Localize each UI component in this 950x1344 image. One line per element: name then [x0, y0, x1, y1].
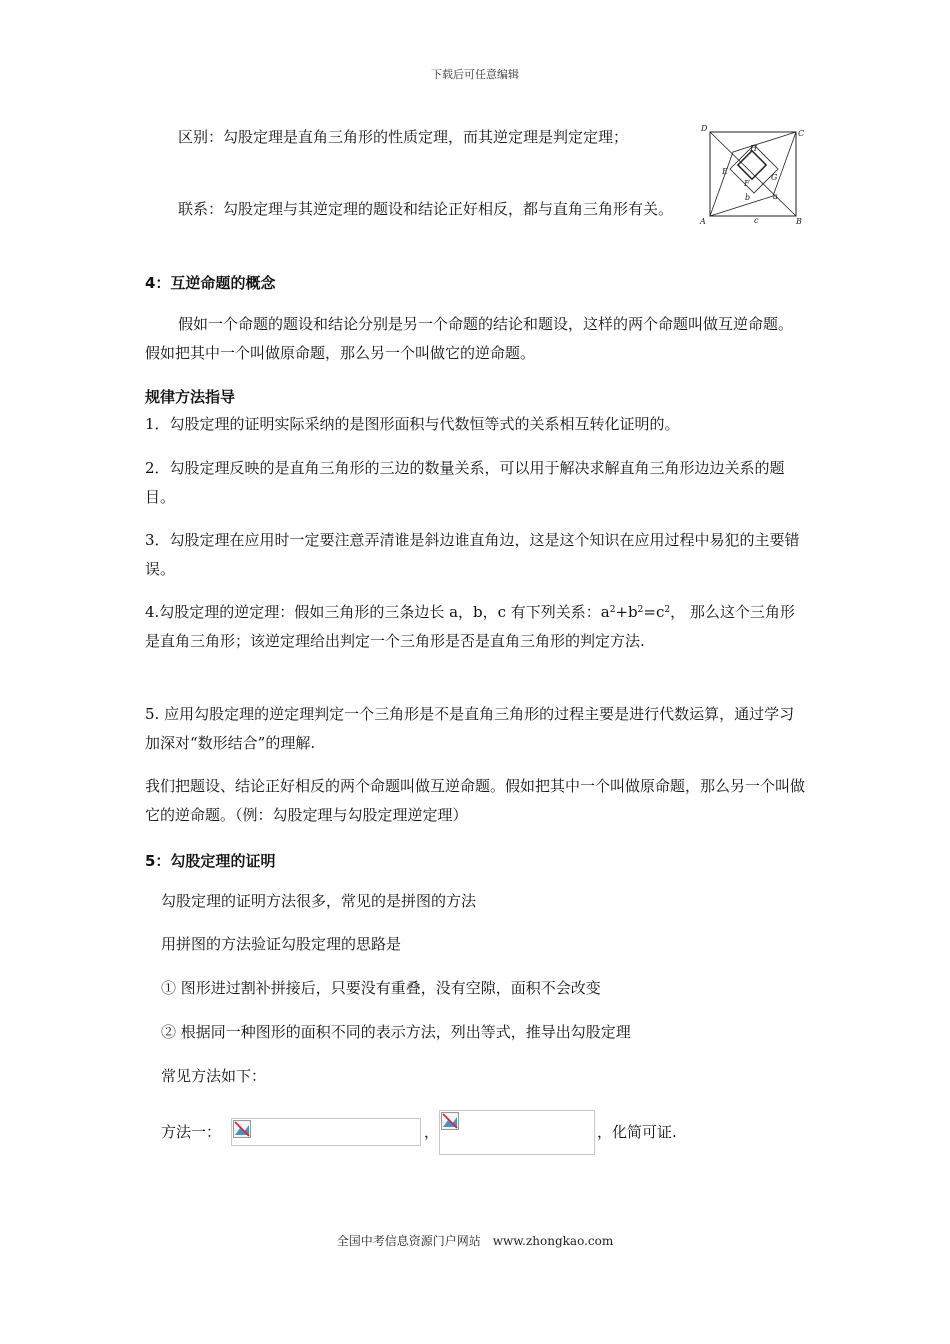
- formula-a: a: [600, 603, 610, 621]
- section5-line1: 勾股定理的证明方法很多，常见的是拼图的方法: [161, 892, 477, 910]
- rule-item-1: 1．勾股定理的证明实际采纳的是图形面积与代数恒等式的关系相互转化证明的。: [145, 415, 680, 433]
- method1-ending: ，化简可证.: [597, 1123, 677, 1141]
- label-b-side: b: [745, 193, 751, 202]
- label-h: H: [750, 144, 757, 153]
- method1-formula-image-1: [231, 1118, 421, 1146]
- section5-line3: ① 图形进过割补拼接后，只要没有重叠，没有空隙，面积不会改变: [161, 979, 601, 997]
- label-a-side: a: [773, 192, 778, 201]
- label-c-vertex: C: [798, 129, 805, 138]
- broken-image-icon: [233, 1120, 251, 1138]
- pythagoras-square-diagram: [698, 122, 808, 228]
- rule-item-4: [145, 598, 805, 656]
- section5-line5: 常见方法如下：: [161, 1067, 267, 1085]
- formula-c: =c: [643, 603, 665, 621]
- rules-extra-paragraph: 我们把题设、结论正好相反的两个命题叫做互逆命题。假如把其中一个叫做原命题，那么另一个叫做它的逆命题。（例：勾股定理与勾股定理逆定理）: [145, 777, 806, 824]
- section5-title: 5：勾股定理的证明: [145, 852, 276, 870]
- method1-formula-image-2: [439, 1110, 595, 1155]
- label-e: E: [722, 167, 728, 176]
- label-g: G: [771, 173, 778, 182]
- page-footer: 全国中考信息资源门户网站 www.zhongkao.com: [336, 1234, 614, 1248]
- rule4-prefix: 4.勾股定理的逆定理：假如三角形的三条边长 a，b，c 有下列关系：: [145, 603, 601, 621]
- formula-b: +b: [615, 603, 638, 621]
- formula-exp-c: 2: [664, 605, 671, 615]
- formula-exp-a: 2: [609, 605, 616, 615]
- label-b-vertex: B: [796, 217, 802, 226]
- page-header: 下载后可任意编辑: [431, 68, 519, 81]
- broken-image-icon: [441, 1112, 459, 1130]
- center-square: [738, 151, 766, 179]
- difference-paragraph: 区别：勾股定理是直角三角形的性质定理，而其逆定理是判定定理；: [178, 128, 629, 146]
- label-f: F: [744, 179, 750, 188]
- label-d: D: [701, 124, 708, 133]
- rule-item-5: 5. 应用勾股定理的逆定理判定一个三角形是不是直角三角形的过程主要是进行代数运算，通过学习加深对“数形结合”的理解.: [145, 705, 795, 752]
- section4-title: 4：互逆命题的概念: [145, 274, 276, 292]
- label-c-side: c: [754, 216, 759, 225]
- relation-paragraph: 联系：勾股定理与其逆定理的题设和结论正好相反，都与直角三角形有关。: [178, 200, 674, 218]
- rule4-suffix: ， 那么这个三角形是直角三角形；该逆定理给出判定一个三角形是否是直角三角形的判定方法.: [145, 603, 795, 650]
- method1-label: 方法一：: [161, 1123, 222, 1141]
- section5-line4: ② 根据同一种图形的面积不同的表示方法，列出等式，推导出勾股定理: [161, 1023, 631, 1041]
- rules-title: 规律方法指导: [145, 388, 236, 406]
- method1-comma: ，: [424, 1123, 440, 1141]
- formula-exp-b: 2: [637, 605, 644, 615]
- label-a-vertex: A: [700, 217, 706, 226]
- rule-item-3: 3．勾股定理在应用时一定要注意弄清谁是斜边谁直角边，这是这个知识在应用过程中易犯的主要错误。: [145, 531, 800, 578]
- section5-line2: 用拼图的方法验证勾股定理的思路是: [161, 935, 402, 953]
- rule-item-2: 2．勾股定理反映的是直角三角形的三边的数量关系，可以用于解决求解直角三角形边边关系的题目。: [145, 459, 785, 506]
- section4-body: 假如一个命题的题设和结论分别是另一个命题的结论和题设，这样的两个命题叫做互逆命题。假如把其中一个叫做原命题，那么另一个叫做它的逆命题。: [145, 315, 794, 362]
